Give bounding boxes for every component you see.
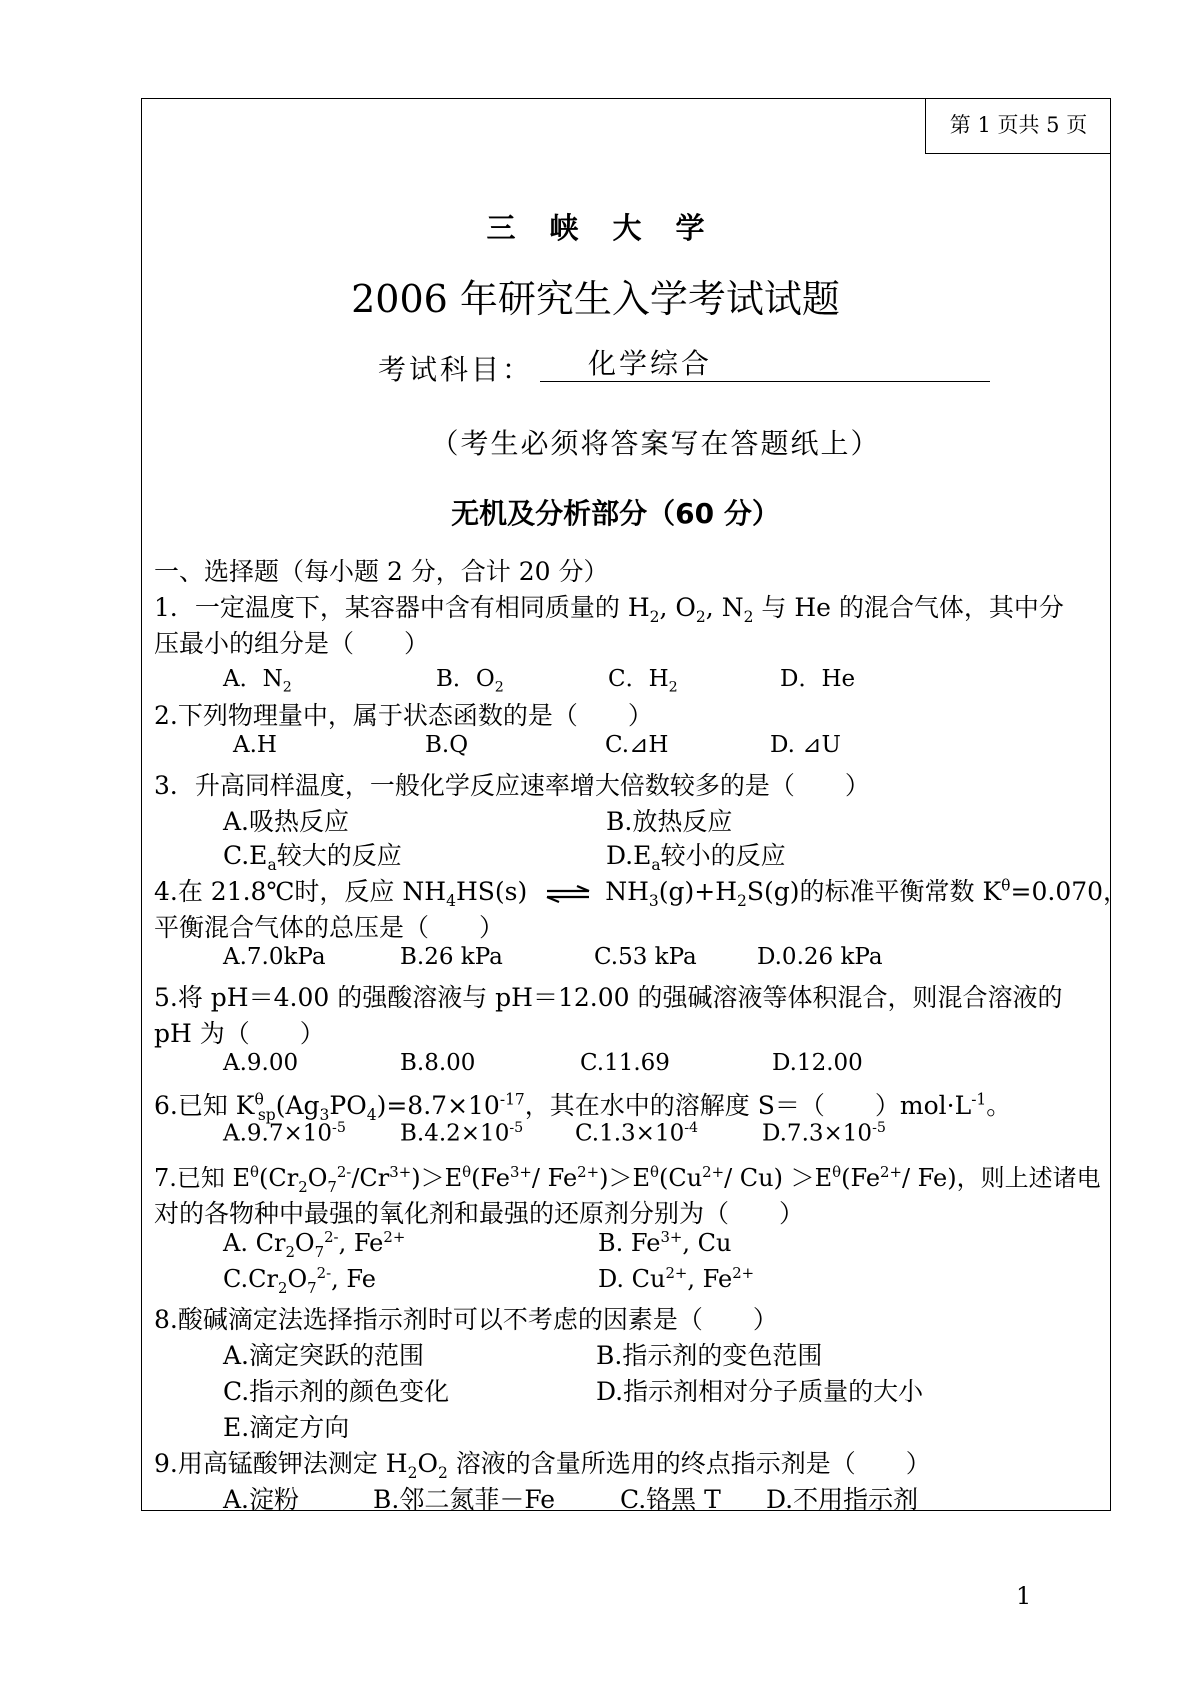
q9-line1: 9.用高锰酸钾法测定 $H_2O_2$ 溶液的含量所选用的终点指示剂是（ ）	[154, 1449, 931, 1482]
q2-option-a: A.H	[233, 732, 277, 758]
q9-option-c: C.铬黑 T	[620, 1485, 721, 1514]
q7-option-c: $C.Cr_2O_7^{2-}$, Fe	[223, 1264, 376, 1297]
q4-line2: 平衡混合气体的总压是（ ）	[154, 913, 505, 942]
q2-option-d: D. ⊿U	[770, 732, 841, 758]
q5-option-d: D.12.00	[772, 1050, 863, 1076]
q2-option-c: C.⊿H	[605, 732, 669, 758]
q8-option-e: E.滴定方向	[223, 1413, 350, 1442]
equilibrium-arrow-icon	[545, 885, 591, 903]
q3-option-d: $D.E_a$较小的反应	[606, 841, 786, 874]
q6-option-c: $C.1.3\times 10^{-4}$	[575, 1120, 699, 1147]
q1-option-d: D．He	[780, 666, 856, 692]
q9-option-a: A.淀粉	[223, 1485, 300, 1514]
q3-option-b: B.放热反应	[606, 807, 733, 836]
q8-text: 8.酸碱滴定法选择指示剂时可以不考虑的因素是（ ）	[154, 1305, 778, 1334]
q7-option-b: B. $Fe^{3+}$, Cu	[598, 1228, 732, 1257]
q1-option-c: C．$H_2$	[608, 666, 678, 696]
q5-option-a: A.9.00	[223, 1050, 299, 1076]
q6-option-d: $D.7.3\times 10^{-5}$	[762, 1120, 886, 1147]
q8-option-b: B.指示剂的变色范围	[596, 1341, 823, 1370]
q7-line2: 对的各物种中最强的氧化剂和最强的还原剂分别为（ ）	[154, 1199, 805, 1228]
q1-option-a: A．$N_2$	[223, 666, 292, 696]
q4-option-c: C.53 kPa	[594, 944, 697, 970]
q4-option-d: D.0.26 kPa	[757, 944, 883, 970]
q7-option-d: D. $Cu^{2+}$, $Fe^{2+}$	[598, 1264, 755, 1293]
q1-line1: 1．一定温度下，某容器中含有相同质量的 $H_2$, $O_2$, $N_2$ 与 He 的混合气体，其中分	[154, 593, 1064, 626]
section-title: 无机及分析部分（60 分）	[451, 497, 780, 530]
q3-option-a: A.吸热反应	[223, 807, 350, 836]
q3-option-c: $C.E_a$较大的反应	[223, 841, 402, 874]
q1-option-b: B．$O_2$	[436, 666, 504, 696]
university-name: 三峡大学	[486, 211, 739, 245]
exam-title: 2006 年研究生入学考试试题	[351, 277, 840, 321]
part1-title: 一、选择题（每小题 2 分，合计 20 分）	[154, 557, 609, 586]
q4-option-b: B.26 kPa	[400, 944, 503, 970]
q3-text: 3．升高同样温度，一般化学反应速率增大倍数较多的是（ ）	[154, 771, 870, 800]
q6-option-a: $A.9.7\times 10^{-5}$	[223, 1120, 346, 1147]
q8-option-c: C.指示剂的颜色变化	[223, 1377, 450, 1406]
notice: （考生必须将答案写在答题纸上）	[430, 427, 881, 460]
footer-page-number: 1	[1016, 1582, 1032, 1610]
q2-text: 2.下列物理量中，属于状态函数的是（ ）	[154, 701, 653, 730]
q6-option-b: $B.4.2\times 10^{-5}$	[400, 1120, 524, 1147]
q8-option-d: D.指示剂相对分子质量的大小	[596, 1377, 924, 1406]
page-indicator: 第 1 页共 5 页	[925, 98, 1111, 154]
q7-option-a: A. $Cr_2O_7^{2-}$, $Fe^{2+}$	[223, 1228, 406, 1261]
q9-option-d: D.不用指示剂	[766, 1485, 919, 1514]
q5-line2: pH 为（ ）	[154, 1019, 325, 1048]
subject-label: 考试科目：	[378, 353, 534, 386]
subject-value: 化学综合	[540, 348, 990, 382]
q5-option-c: C.11.69	[580, 1050, 670, 1076]
q9-option-b: B.邻二氮菲－Fe	[373, 1485, 556, 1514]
q7-line1: 7.已知 $E^\theta(Cr_2O_7^{2-}/Cr^{3+})>E^\theta(Fe^{3+}/$ $Fe^{2+})>E^\theta(Cu^{2+}/$ $Cu) >E^\theta(Fe^{2+}/$ Fe)，则上述诸电	[154, 1163, 1101, 1196]
q4-option-a: A.7.0kPa	[223, 944, 326, 970]
q5-line1: 5.将 pH＝4.00 的强酸溶液与 pH＝12.00 的强碱溶液等体积混合，则混合溶液的	[154, 983, 1063, 1012]
q1-line2: 压最小的组分是（ ）	[154, 629, 430, 658]
q4-line1: 4.在 21.8℃时，反应 $NH_4HS(s)$ $NH_3(g)+H_2S(g)$的标准平衡常数 $K^\theta=0.070$，	[154, 876, 1129, 910]
q5-option-b: B.8.00	[400, 1050, 476, 1076]
q6-line1: 6.已知 $K^\theta_{sp}(Ag_3PO_4)=8.7\times 10^{-17}$，其在水中的溶解度 S＝（ ）$mol\cdot L^{-1}$。	[154, 1090, 1012, 1124]
q2-option-b: B.Q	[425, 732, 469, 758]
q8-option-a: A.滴定突跃的范围	[223, 1341, 425, 1370]
